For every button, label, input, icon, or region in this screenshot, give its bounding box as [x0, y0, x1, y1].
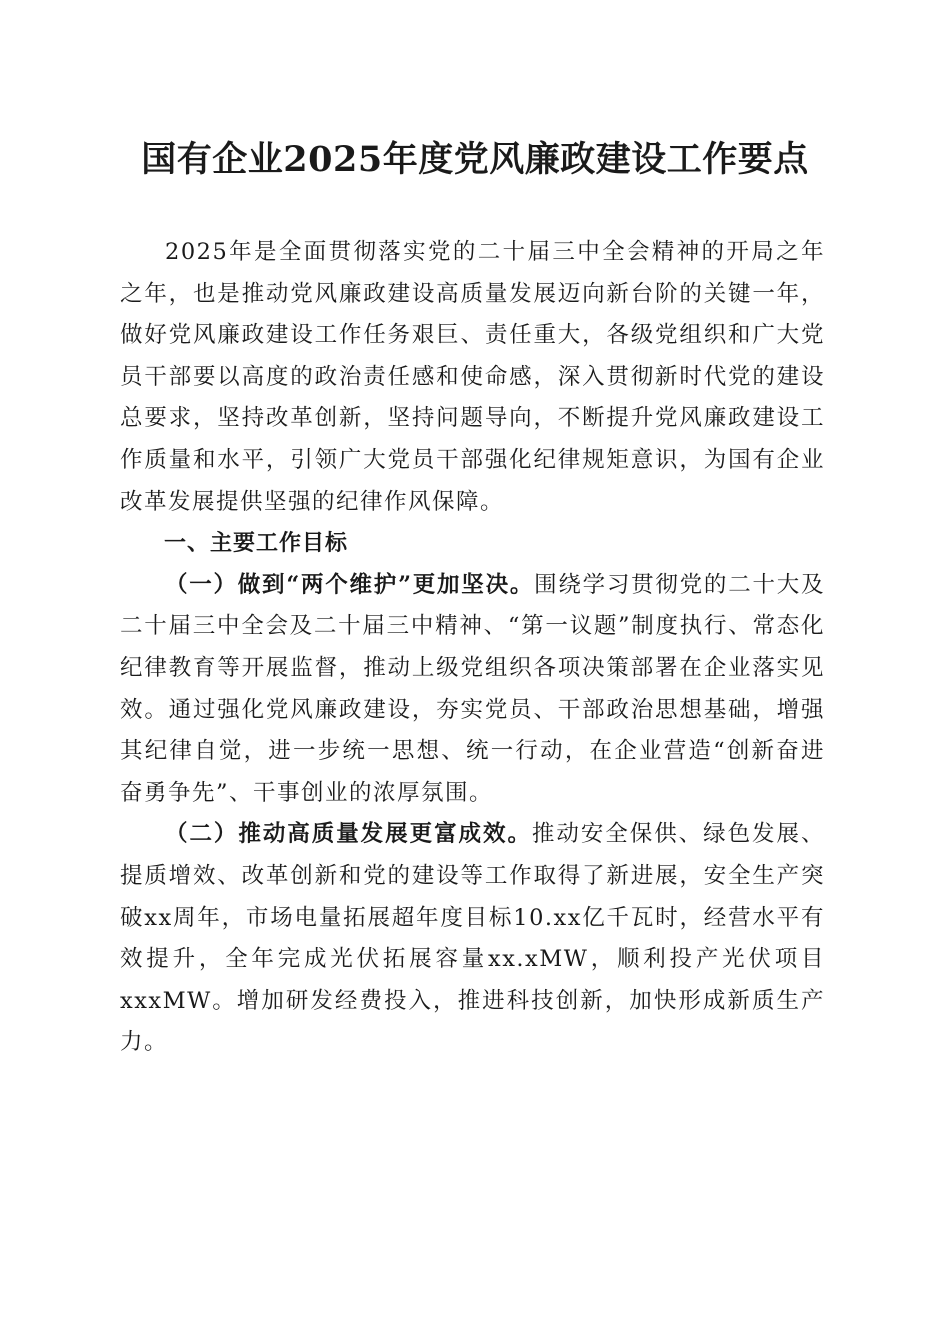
document-body — [120, 232, 825, 1064]
item-2-lead: （二）推动高质量发展更富成效。 — [165, 821, 532, 848]
document-title: 国有企业2025年度党风廉政建设工作要点 — [141, 139, 809, 180]
intro-paragraph: 2025年是全面贯彻落实党的二十届三中全会精神的开局之年之年，也是推动党风廉政建设高质量发展迈向新台阶的关键一年，做好党风廉政建设工作任务艰巨、责任重大，各级党组织和广大党员干部要以高度的政治责任感和使命感，深入贯彻新时代党的建设总要求，坚持改革创新，坚持问题导向，不断提升党风廉政建设工作质量和水平，引领广大党员干部强化纪律规矩意识，为国有企业改革发展提供坚强的纪律作风保障。 — [120, 239, 825, 515]
item-2-body: 推动安全保供、绿色发展、提质增效、改革创新和党的建设等工作取得了新进展，安全生产突破xx周年，市场电量拓展超年度目标10.xx亿千瓦时，经营水平有效提升，全年完成光伏拓展容量xx.xMW，顺利投产光伏项目xxxMW。增加研发经费投入，推进科技创新，加快形成新质生产力。 — [120, 821, 825, 1056]
section-heading-1: 一、主要工作目标 — [164, 531, 349, 557]
item-1-paragraph — [120, 565, 825, 815]
item-1-lead: （一）做到“两个维护”更加坚决。 — [165, 571, 535, 598]
item-2-paragraph — [120, 814, 825, 1064]
item-1-body: 围绕学习贯彻党的二十大及二十届三中全会及二十届三中精神、“第一议题”制度执行、常态化纪律教育等开展监督，推动上级党组织各项决策部署在企业落实见效。通过强化党风廉政建设，夯实党员、干部政治思想基础，增强其纪律自觉，进一步统一思想、统一行动，在企业营造“创新奋进奋勇争先”、干事创业的浓厚氛围。 — [120, 571, 825, 806]
